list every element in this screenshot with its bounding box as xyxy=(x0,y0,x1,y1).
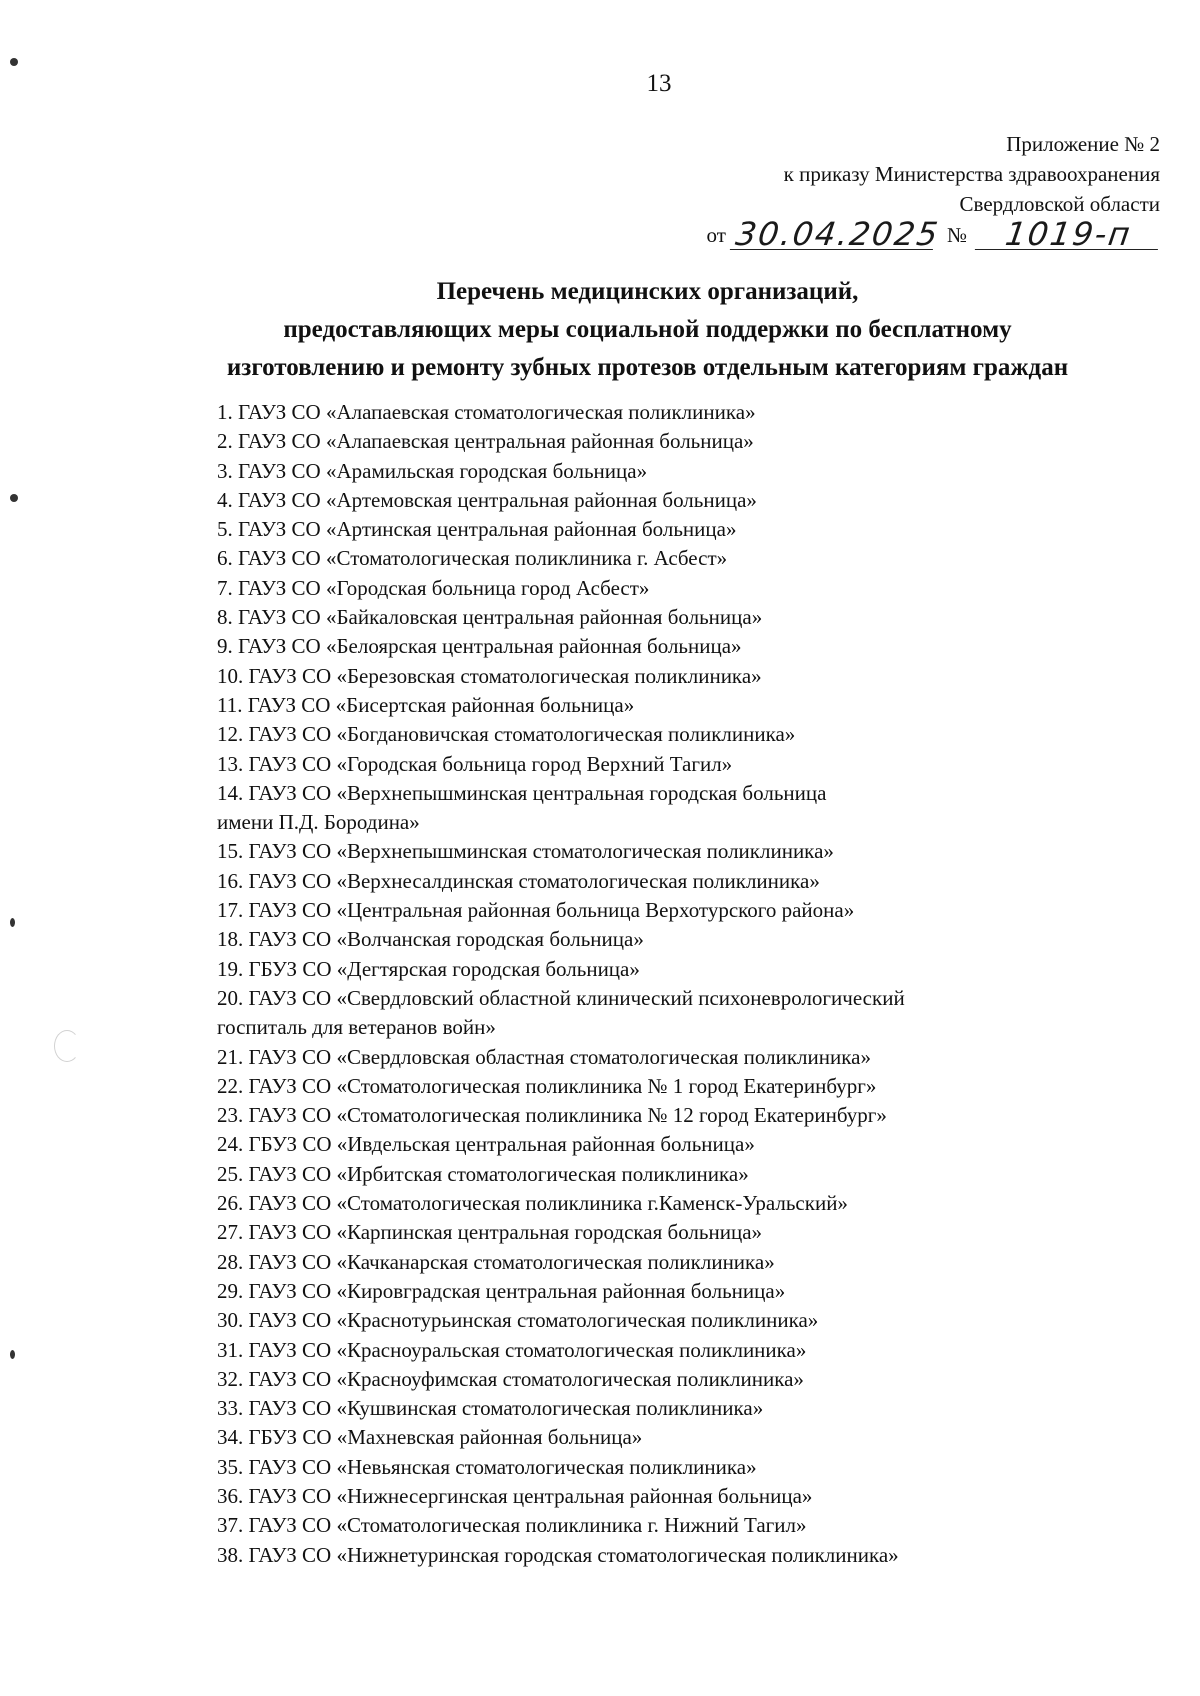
punch-hole-mark xyxy=(54,1030,80,1062)
list-item: 6. ГАУЗ СО «Стоматологическая поликлиника г. Асбест» xyxy=(217,546,728,571)
list-item: 20. ГАУЗ СО «Свердловский областной клинический психоневрологический xyxy=(217,985,905,1010)
list-item: 31. ГАУЗ СО «Красноуральская стоматологическая поликлиника» xyxy=(217,1337,807,1362)
appendix-title: Приложение № 2 xyxy=(1006,132,1160,156)
appendix-date-number xyxy=(600,215,1160,253)
scan-speck xyxy=(10,494,18,502)
list-item: 24. ГБУЗ СО «Ивдельская центральная районная больница» xyxy=(217,1132,755,1157)
title-line-2: предоставляющих меры социальной поддержки по бесплатному xyxy=(283,316,1012,343)
list-item: 26. ГАУЗ СО «Стоматологическая поликлиника г.Каменск-Уральский» xyxy=(217,1191,848,1216)
list-item: 19. ГБУЗ СО «Дегтярская городская больница» xyxy=(217,956,640,981)
list-item: 17. ГАУЗ СО «Центральная районная больница Верхотурского района» xyxy=(217,898,855,923)
list-item: 22. ГАУЗ СО «Стоматологическая поликлиника № 1 город Екатеринбург» xyxy=(217,1073,877,1098)
list-item: 16. ГАУЗ СО «Верхнесалдинская стоматологическая поликлиника» xyxy=(217,868,820,893)
list-item: 5. ГАУЗ СО «Артинская центральная районная больница» xyxy=(217,517,737,542)
list-item: 35. ГАУЗ СО «Невьянская стоматологическая поликлиника» xyxy=(217,1454,757,1479)
appendix-order-ref: к приказу Министерства здравоохранения xyxy=(783,162,1160,186)
date-prefix: от xyxy=(706,223,726,247)
list-item: 36. ГАУЗ СО «Нижнесергинская центральная районная больница» xyxy=(217,1483,813,1508)
appendix-region: Свердловской области xyxy=(959,192,1160,216)
scan-speck xyxy=(10,58,18,66)
title-line-1: Перечень медицинских организаций, xyxy=(436,278,859,305)
list-item: 37. ГАУЗ СО «Стоматологическая поликлиника г. Нижний Тагил» xyxy=(217,1513,807,1538)
page-number: 13 xyxy=(646,70,672,97)
handwritten-order-number: 1019-п xyxy=(975,219,1162,250)
scan-speck xyxy=(10,1350,15,1359)
list-item: 13. ГАУЗ СО «Городская больница город Верхний Тагил» xyxy=(217,751,733,776)
title-line-3: изготовлению и ремонту зубных протезов отдельным категориям граждан xyxy=(226,354,1069,381)
list-item: 23. ГАУЗ СО «Стоматологическая поликлиника № 12 город Екатеринбург» xyxy=(217,1103,887,1128)
list-item: имени П.Д. Бородина» xyxy=(217,810,420,835)
list-item: 3. ГАУЗ СО «Арамильская городская больница» xyxy=(217,458,648,483)
list-item: 28. ГАУЗ СО «Качканарская стоматологическая поликлиника» xyxy=(217,1249,775,1274)
list-item: 1. ГАУЗ СО «Алапаевская стоматологическая поликлиника» xyxy=(217,400,756,424)
list-item: 2. ГАУЗ СО «Алапаевская центральная районная больница» xyxy=(217,429,754,454)
document-title xyxy=(160,273,1135,387)
list-item: 9. ГАУЗ СО «Белоярская центральная районная больница» xyxy=(217,634,742,659)
list-item: 29. ГАУЗ СО «Кировградская центральная районная больница» xyxy=(217,1278,786,1303)
number-prefix: № xyxy=(946,223,967,247)
list-item: 25. ГАУЗ СО «Ирбитская стоматологическая поликлиника» xyxy=(217,1161,749,1186)
list-item: 10. ГАУЗ СО «Березовская стоматологическая поликлиника» xyxy=(217,663,762,688)
list-item: 15. ГАУЗ СО «Верхнепышминская стоматологическая поликлиника» xyxy=(217,839,834,864)
list-item: 21. ГАУЗ СО «Свердловская областная стоматологическая поликлиника» xyxy=(217,1044,871,1069)
list-item: 8. ГАУЗ СО «Байкаловская центральная районная больница» xyxy=(217,605,763,630)
list-item: 27. ГАУЗ СО «Карпинская центральная городская больница» xyxy=(217,1220,763,1245)
list-item: 32. ГАУЗ СО «Красноуфимская стоматологическая поликлиника» xyxy=(217,1366,804,1391)
list-item: госпиталь для ветеранов войн» xyxy=(217,1015,496,1040)
list-item: 7. ГАУЗ СО «Городская больница город Асбест» xyxy=(217,575,650,600)
organization-list xyxy=(217,398,1087,1570)
appendix-block xyxy=(600,129,1160,253)
list-item: 12. ГАУЗ СО «Богдановичская стоматологическая поликлиника» xyxy=(217,722,796,747)
list-item: 34. ГБУЗ СО «Махневская районная больница» xyxy=(217,1425,643,1450)
list-item: 33. ГАУЗ СО «Кушвинская стоматологическая поликлиника» xyxy=(217,1396,764,1421)
handwritten-date: 30.04.2025 xyxy=(730,219,937,250)
list-item: 30. ГАУЗ СО «Краснотурьинская стоматологическая поликлиника» xyxy=(217,1308,819,1333)
list-item: 11. ГАУЗ СО «Бисертская районная больница» xyxy=(217,692,635,717)
list-item: 14. ГАУЗ СО «Верхнепышминская центральная городская больница xyxy=(217,780,827,805)
list-item: 4. ГАУЗ СО «Артемовская центральная районная больница» xyxy=(217,487,757,512)
list-item: 18. ГАУЗ СО «Волчанская городская больница» xyxy=(217,927,644,952)
list-item: 38. ГАУЗ СО «Нижнетуринская городская стоматологическая поликлиника» xyxy=(217,1542,899,1567)
scan-speck xyxy=(10,918,15,927)
